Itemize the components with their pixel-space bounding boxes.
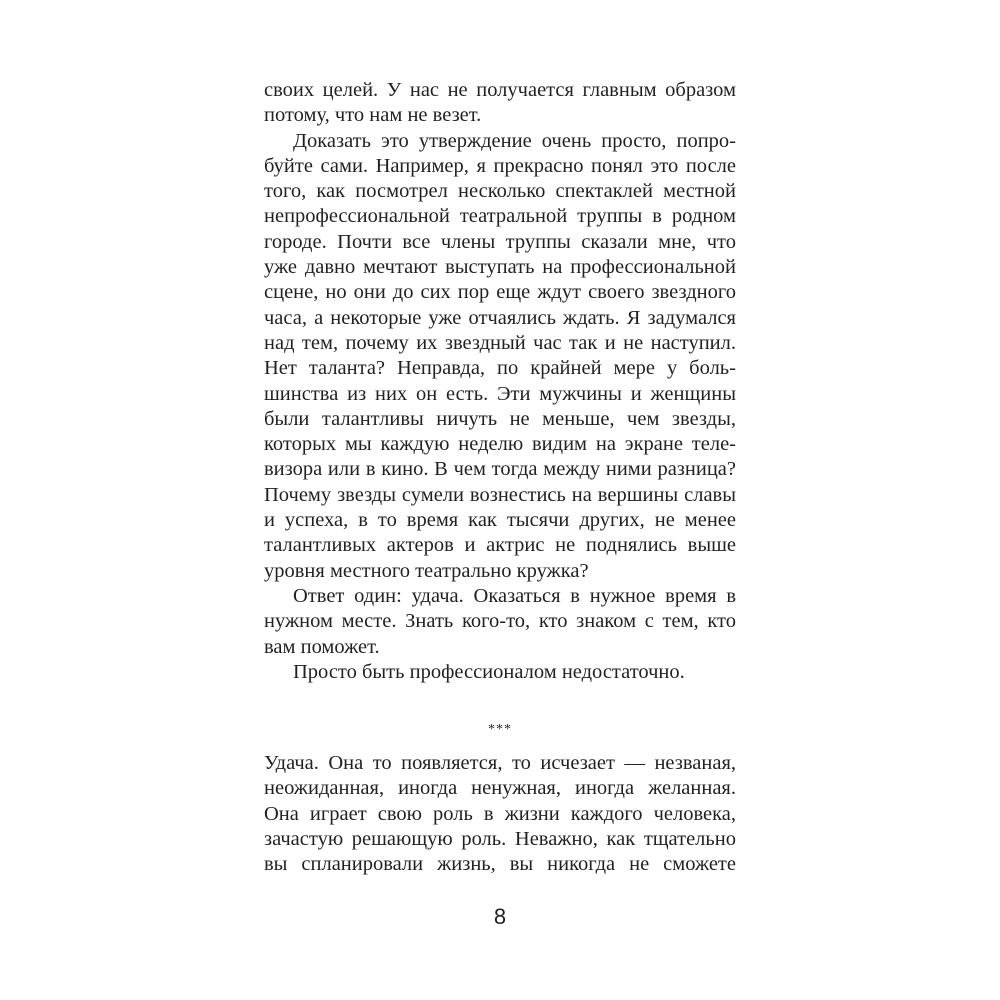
paragraph-1: своих целей. У нас не получается главным образом потому, что нам не везет. (264, 79, 736, 127)
page-number: 8 (493, 904, 507, 929)
paragraph-2: Доказать это утверждение очень просто, попробуйте сами. Например, я прекрасно понял это после того, как посмотрел несколько спектаклей местной непрофессиональной театральной труппы в родном городе. Почти все члены труппы сказали мне, что уже давно мечтают выступать на профессиональной сцене, но они до сих пор еще ждут своего звездного часа, а некоторые уже отчаялись ждать. Я задумался над тем, почему их звездный час так и не наступил. Нет таланта? Неправда, по крайней мере у большинства из них он есть. Эти мужчины и женщины были талантливы ничуть не меньше, чем звезды, которых мы каждую неделю видим на экране телевизора или в кино. В чем тогда между ними разница? Почему звезды сумели вознестись на вершины славы и успеха, в то время как тысячи других, не менее талантливых актеров и актрис не поднялись выше уровня местного театрально кружка? (264, 129, 736, 582)
paragraph-4: Просто быть профессионалом недостаточно. (293, 660, 685, 683)
text-block-top (264, 78, 736, 685)
paragraph-5: Удача. Она то появляется, то исчезает — незваная, неожиданная, иногда ненужная, иногда желанная. Она играет свою роль в жизни каждого человека, зачастую решающую роль. Неважно, как тщательно вы спланировали жизнь, вы никогда не сможете (264, 752, 736, 876)
text-block-bottom (264, 751, 736, 877)
section-separator: *** (488, 722, 512, 737)
paragraph-3: Ответ один: удача. Оказаться в нужное время в нужном месте. Знать кого-то, кто знаком с тем, кто вам поможет. (264, 584, 736, 658)
